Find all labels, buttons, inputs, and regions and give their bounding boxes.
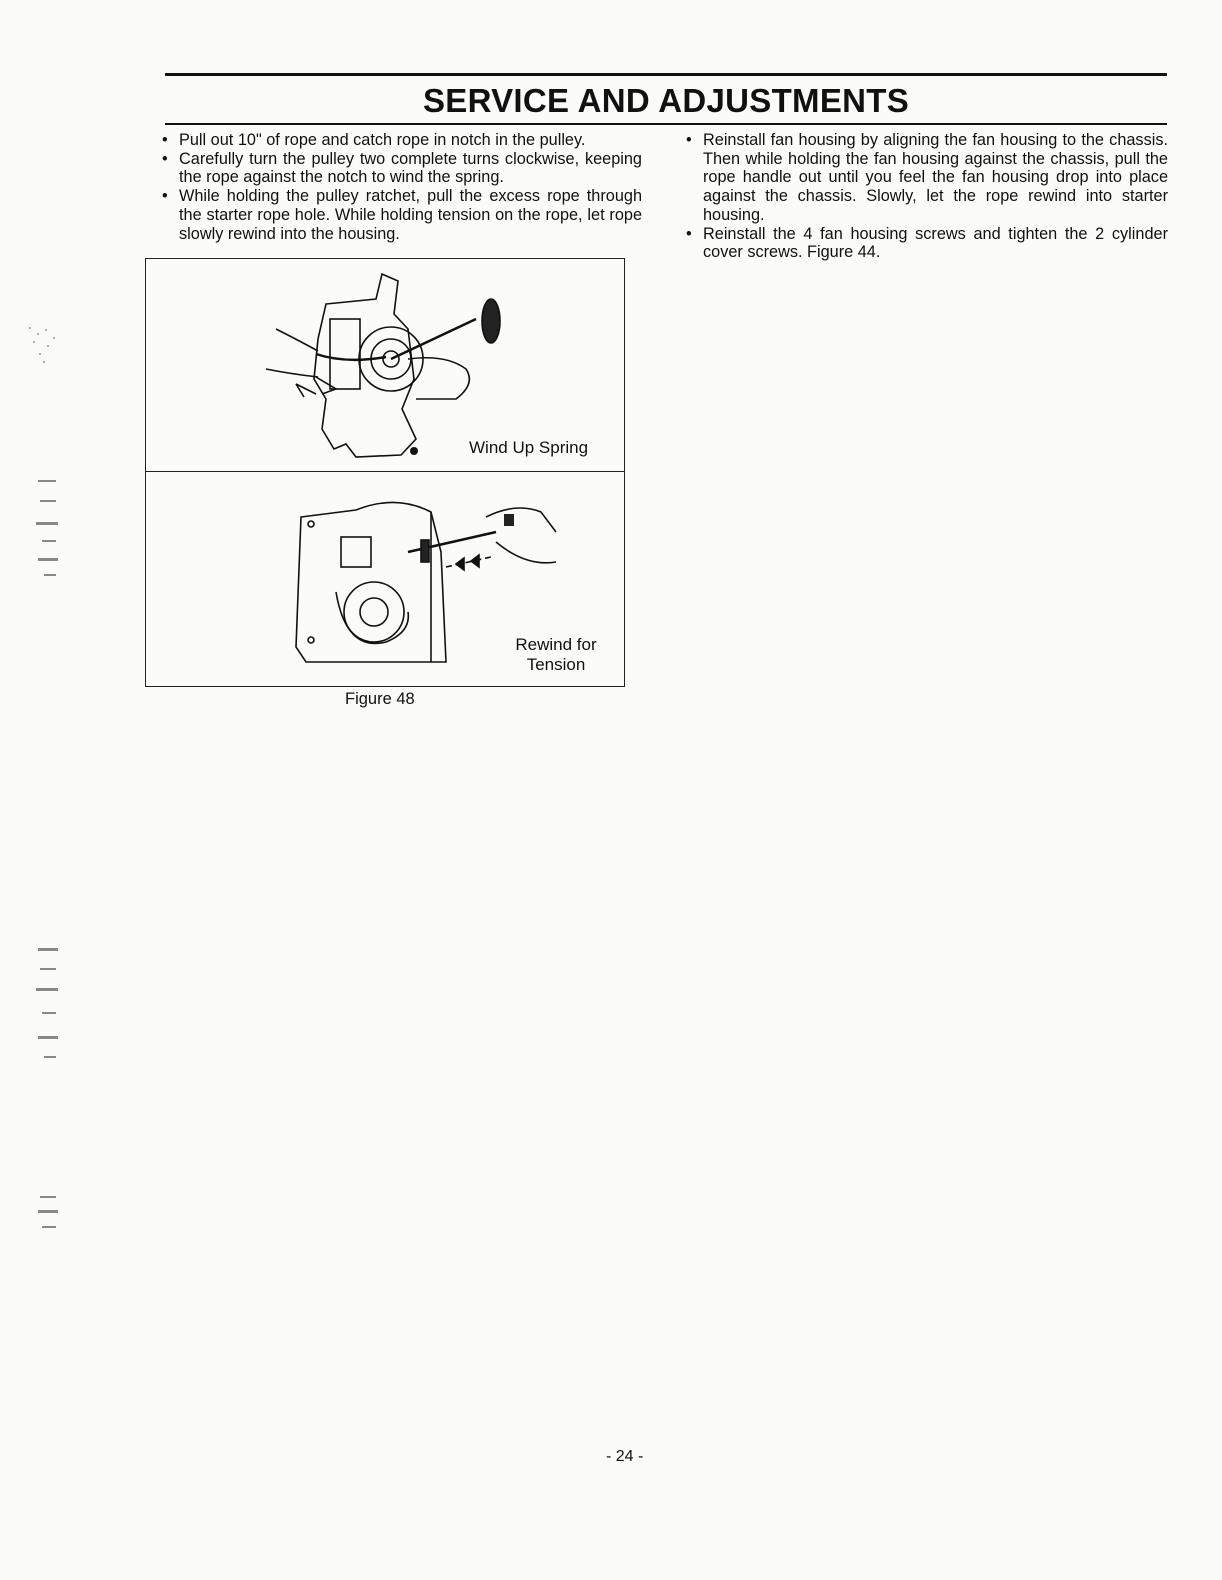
page-title: SERVICE AND ADJUSTMENTS [422, 82, 910, 119]
scan-noise [18, 1190, 60, 1240]
figure-panel-rewind-for-tension [146, 472, 624, 686]
scan-noise [18, 940, 60, 1070]
caption-wind-up-spring: Wind Up Spring [469, 438, 589, 457]
caption-rewind-for-tension: Rewind for Tension [515, 635, 597, 674]
instruction-item: • Reinstall the 4 fan housing screws and tighten the 2 cylinder cover screws. Figure 44. [684, 225, 1168, 262]
scan-noise [18, 470, 60, 590]
header-rule-top [165, 73, 1167, 76]
figure-label: Figure 48 [345, 690, 415, 708]
instruction-item: • Carefully turn the pulley two complete turns clockwise, keeping the rope against the notch to wind the spring. [160, 150, 642, 187]
scan-noise [18, 320, 60, 370]
instruction-item: • While holding the pulley ratchet, pull the excess rope through the starter rope hole. While holding tension on the rope, let rope slowly rewind into the housing. [160, 187, 642, 243]
figure-panel-wind-up-spring [146, 259, 624, 472]
header-rule-bottom [165, 123, 1167, 125]
figure-48 [145, 258, 625, 687]
left-column-instructions [160, 131, 642, 243]
instruction-item: • Pull out 10" of rope and catch rope in notch in the pulley. [160, 131, 642, 150]
instruction-item: • Reinstall fan housing by aligning the fan housing to the chassis. Then while holding the fan housing against the chassis, pull the rope handle out until you feel the fan housing drop into place against the chassis. Slowly, let the rope rewind into starter housing. [684, 131, 1168, 225]
page-number: - 24 - [606, 1448, 644, 1465]
right-column-instructions [684, 131, 1168, 262]
